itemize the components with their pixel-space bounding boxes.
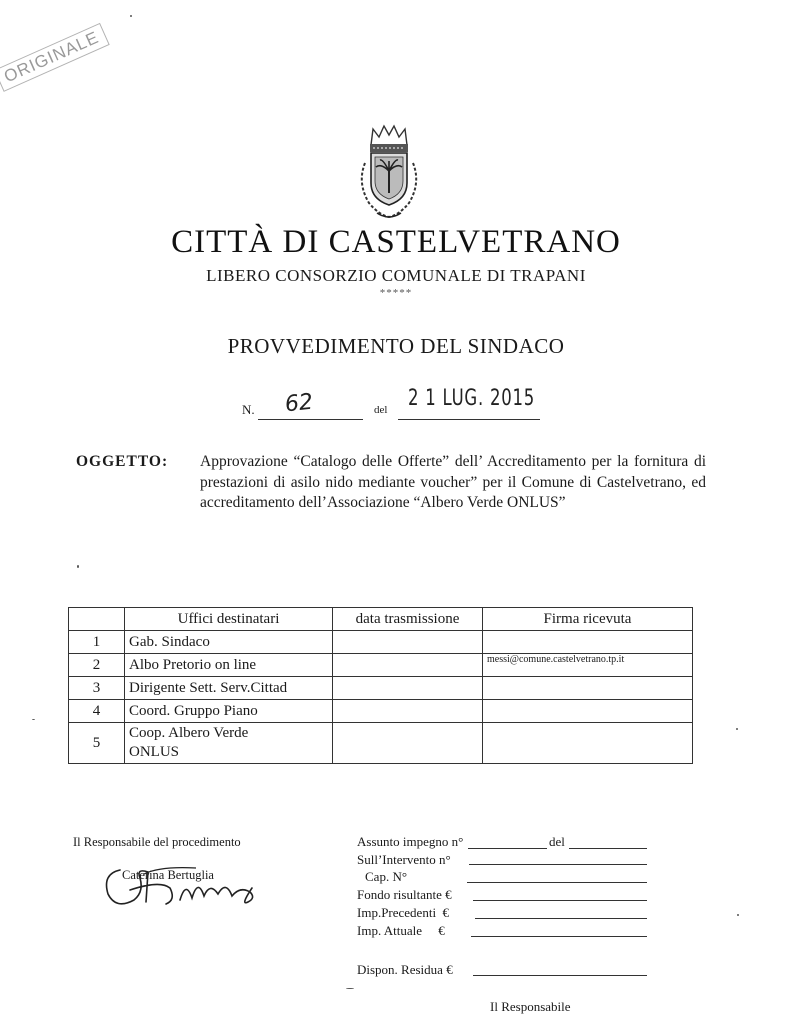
row-office: Coord. Gruppo Piano: [125, 700, 333, 723]
number-label: N.: [242, 402, 255, 417]
row-date: [333, 677, 483, 700]
date-label: del: [374, 404, 388, 416]
originale-stamp: ORIGINALE: [0, 23, 109, 92]
row-firma: [483, 723, 693, 764]
table-row: [69, 654, 693, 677]
row-office: Albo Pretorio on line: [125, 654, 333, 677]
scan-speck: [130, 15, 132, 17]
cap-label: Cap. N°: [365, 869, 408, 884]
header-num: [69, 608, 125, 631]
row-firma-email: messi@comune.castelvetrano.tp.it: [483, 654, 693, 677]
table-header-row: [69, 608, 693, 631]
residua-label: Dispon. Residua €: [357, 962, 453, 977]
act-date-stamp: 2 1 LUG. 2015: [408, 386, 535, 411]
table-row: [69, 723, 693, 764]
row-office-line1: Coop. Albero Verde: [129, 725, 249, 741]
number-underline: [258, 419, 363, 420]
responsabile-procedimento-label: Il Responsabile del procedimento: [73, 835, 241, 849]
scan-speck: [736, 728, 738, 730]
row-office: Gab. Sindaco: [125, 631, 333, 654]
responsabile-label: Il Responsabile: [490, 999, 571, 1014]
city-coat-of-arms: [343, 123, 435, 223]
row-office: Dirigente Sett. Serv.Cittad: [125, 677, 333, 700]
document-heading: PROVVEDIMENTO DEL SINDACO: [227, 334, 565, 358]
scan-speck: [32, 719, 35, 720]
budget-fields: [357, 834, 657, 1004]
header-firma: Firma ricevuta: [483, 608, 693, 631]
date-underline: [398, 419, 540, 420]
consortium-subtitle: LIBERO CONSORZIO COMUNALE DI TRAPANI: [206, 266, 586, 285]
residua-line: [473, 975, 647, 976]
scan-speck: [737, 914, 739, 916]
stars-separator: *****: [379, 287, 413, 299]
fondo-label: Fondo risultante €: [357, 887, 452, 902]
row-date: [333, 631, 483, 654]
intervento-line: [469, 864, 647, 865]
del-label: del: [549, 834, 565, 849]
row-date: [333, 654, 483, 677]
intervento-label: Sull’Intervento n°: [357, 852, 451, 867]
act-number: 62: [283, 389, 315, 418]
row-number: 4: [69, 700, 125, 723]
row-office-line2: ONLUS: [129, 744, 180, 760]
row-number: 3: [69, 677, 125, 700]
assunto-line: [468, 848, 547, 849]
row-date: [333, 723, 483, 764]
table-row: [69, 677, 693, 700]
attuale-label: Imp. Attuale €: [357, 923, 445, 938]
oggetto-label: OGGETTO:: [76, 453, 169, 470]
precedenti-line: [475, 918, 647, 919]
fondo-line: [473, 900, 647, 901]
distribution-table: [68, 607, 693, 764]
cap-line: [467, 882, 647, 883]
row-office: [125, 723, 333, 764]
oggetto-text: Approvazione “Catalogo delle Offerte” dell’ Accreditamento per la fornitura di prestazioni di asilo nido mediante voucher” per il Comune di Castelvetrano, ed accreditamento dell’Associazione “Albero Verde ONLUS”: [200, 453, 706, 511]
handwritten-signature: [100, 860, 270, 915]
precedenti-label: Imp.Precedenti €: [357, 905, 450, 920]
header-uffici: Uffici destinatari: [125, 608, 333, 631]
row-firma: [483, 631, 693, 654]
del-line: [569, 848, 647, 849]
header-data: data trasmissione: [333, 608, 483, 631]
row-number: 2: [69, 654, 125, 677]
row-firma: [483, 700, 693, 723]
scan-speck: [346, 988, 354, 989]
assunto-label: Assunto impegno n°: [357, 834, 464, 849]
table-row: [69, 700, 693, 723]
scan-speck: [77, 565, 79, 568]
signatory-name: Caterina Bertuglia: [122, 868, 214, 882]
table-row: [69, 631, 693, 654]
row-number: 5: [69, 723, 125, 764]
row-number: 1: [69, 631, 125, 654]
attuale-line: [471, 936, 647, 937]
row-firma: [483, 677, 693, 700]
city-title: CITTÀ DI CASTELVETRANO: [171, 224, 621, 260]
row-date: [333, 700, 483, 723]
